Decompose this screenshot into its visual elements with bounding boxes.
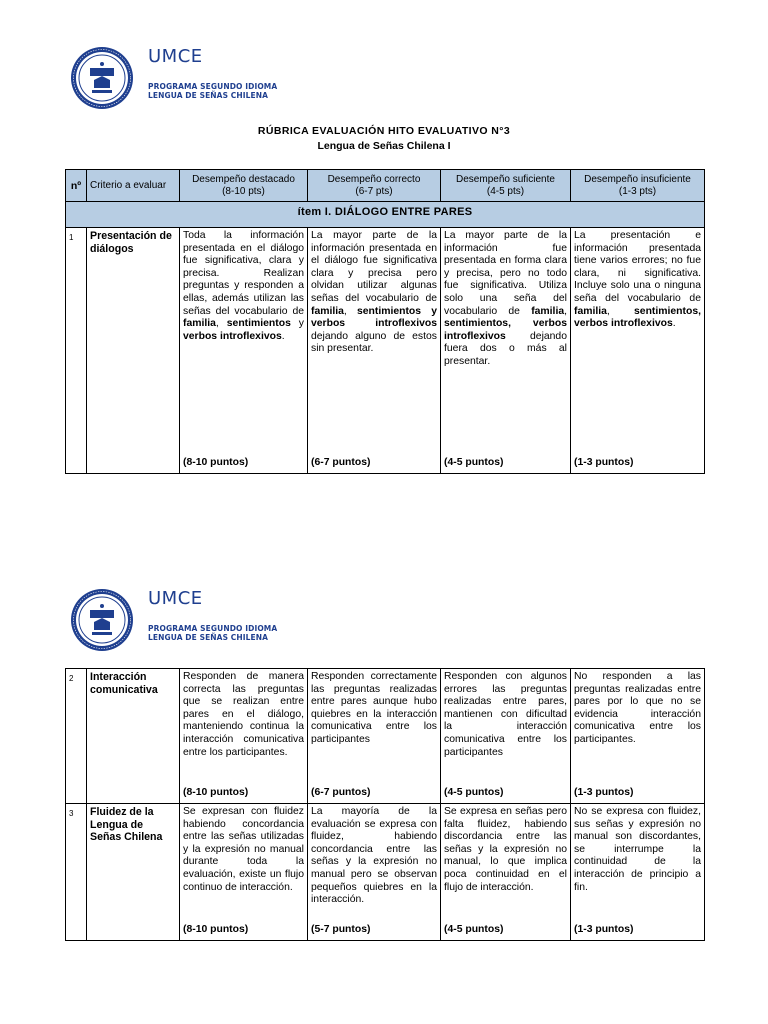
col-header-level-3: [441, 170, 571, 202]
level-cell-1: Toda la información presentada en el diálogo fue significativa, clara y precisa. Realizan preguntas y responden a ellas, además utilizan las señas del vocabulario de familia, sentimientos y verbos introflexivos. (8-10 puntos): [180, 228, 308, 474]
points-label: (1-3 puntos): [574, 787, 634, 799]
col-header-level-2: [308, 170, 441, 202]
level-range: (1-3 pts): [618, 185, 657, 197]
program-line-1: PROGRAMA SEGUNDO IDIOMA: [148, 82, 278, 91]
item-title: ítem I. DIÁLOGO ENTRE PARES: [66, 202, 705, 228]
points-label: (6-7 puntos): [311, 457, 371, 469]
level-cell-4: La presentación e información presentada tiene varios errores; no fue clara, ni significativa. Incluye solo una o ninguna seña del vocabulario de familia, sentimientos, verbos introflexivos. (1-3 puntos): [571, 228, 705, 474]
page-header-2: [70, 588, 390, 658]
col-header-level-1: [180, 170, 308, 202]
table-header-row: [66, 170, 705, 202]
points-label: (4-5 puntos): [444, 457, 504, 469]
level-name: Desempeño suficiente: [456, 173, 555, 185]
points-label: (5-7 puntos): [311, 924, 371, 936]
row-number: 3: [66, 804, 87, 941]
points-label: (4-5 puntos): [444, 924, 504, 936]
level-cell-4: No se expresa con fluidez, sus señas y expresión no manual son discordantes, se interrumpe la continuidad de la interacción de principio a fin. (1-3 puntos): [571, 804, 705, 941]
level-cell-1: Se expresan con fluidez habiendo concordancia entre las señas utilizadas y la expresión no manual durante toda la evaluación, existe un flujo continuo de interacción. (8-10 puntos): [180, 804, 308, 941]
table-row: [66, 804, 705, 941]
points-label: (8-10 puntos): [183, 787, 249, 799]
brand-name: UMCE: [148, 588, 203, 609]
points-label: (6-7 puntos): [311, 787, 371, 799]
level-name: Desempeño destacado: [192, 173, 295, 185]
level-cell-2: Responden correctamente las preguntas realizadas entre pares aunque hubo quiebres en la interacción comunicativa entre los participantes (6-7 puntos): [308, 669, 441, 804]
item-title-row: [66, 202, 705, 228]
points-label: (1-3 puntos): [574, 457, 634, 469]
level-name: Desempeño correcto: [327, 173, 421, 185]
table-row: [66, 228, 705, 474]
rubric-table-2: [65, 668, 705, 941]
row-number: 2: [66, 669, 87, 804]
title-line-1: RÚBRICA EVALUACIÓN HITO EVALUATIVO N°3: [257, 125, 511, 137]
level-cell-2: La mayor parte de la información presentada en el diálogo fue significativa clara y precisa pero olvidan utilizar algunas señas del vocabulario de familia, sentimientos y verbos introflexivos dejando alguno de estos sin presentar. (6-7 puntos): [308, 228, 441, 474]
brand-block: [148, 46, 277, 100]
level-range: (8-10 pts): [222, 185, 265, 197]
level-name: Desempeño insuficiente: [584, 173, 691, 185]
criterion-cell: Fluidez de la Lengua de Señas Chilena: [87, 804, 180, 941]
points-label: (8-10 puntos): [183, 924, 249, 936]
col-header-num: nº: [66, 170, 87, 202]
level-cell-3: La mayor parte de la información fue presentada en forma clara y precisa, pero no todo fue significativa. Utiliza solo una seña del vocabulario de familia, sentimientos, verbos introflexivos dejando fuera dos o más al presentar. (4-5 puntos): [441, 228, 571, 474]
points-label: (4-5 puntos): [444, 787, 504, 799]
program-line-2: LENGUA DE SEÑAS CHILENA: [148, 91, 269, 100]
level-cell-2: La mayoría de la evaluación se expresa con fluidez, habiendo concordancia entre las señas y la expresión no manual pero se observan pequeños quiebres en la interacción. (5-7 puntos): [308, 804, 441, 941]
brand-block: [148, 588, 277, 642]
umce-seal-icon: [70, 46, 134, 110]
brand-name: UMCE: [148, 46, 203, 67]
level-cell-3: Se expresa en señas pero falta fluidez, habiendo discordancia entre las señas y la expresión no manual, lo que implica poca continuidad en el flujo de interacción. (4-5 puntos): [441, 804, 571, 941]
level-cell-3: Responden con algunos errores las preguntas realizadas entre pares, mantienen con dificultad la interacción comunicativa entre los participantes (4-5 puntos): [441, 669, 571, 804]
rubric-table-1: [65, 169, 705, 474]
level-range: (4-5 pts): [486, 185, 525, 197]
document-title: [0, 124, 768, 154]
title-line-2: Lengua de Señas Chilena I: [317, 140, 451, 152]
table-row: [66, 669, 705, 804]
program-line-1: PROGRAMA SEGUNDO IDIOMA: [148, 624, 278, 633]
col-header-criterion: Criterio a evaluar: [87, 170, 180, 202]
criterion-cell: Presentación de diálogos: [87, 228, 180, 474]
program-line-2: LENGUA DE SEÑAS CHILENA: [148, 633, 269, 642]
points-label: (1-3 puntos): [574, 924, 634, 936]
level-range: (6-7 pts): [355, 185, 393, 197]
page-header-1: [70, 46, 390, 116]
col-header-level-4: [571, 170, 705, 202]
level-cell-1: Responden de manera correcta las preguntas que se realizan entre pares en el diálogo, manteniendo continua la interacción comunicativa entre los participantes. (8-10 puntos): [180, 669, 308, 804]
umce-seal-icon: [70, 588, 134, 652]
points-label: (8-10 puntos): [183, 457, 249, 469]
row-number: 1: [66, 228, 87, 474]
criterion-cell: Interacción comunicativa: [87, 669, 180, 804]
level-cell-4: No responden a las preguntas realizadas entre pares por lo que no se evidencia interacción comunicativa entre los participantes. (1-3 puntos): [571, 669, 705, 804]
